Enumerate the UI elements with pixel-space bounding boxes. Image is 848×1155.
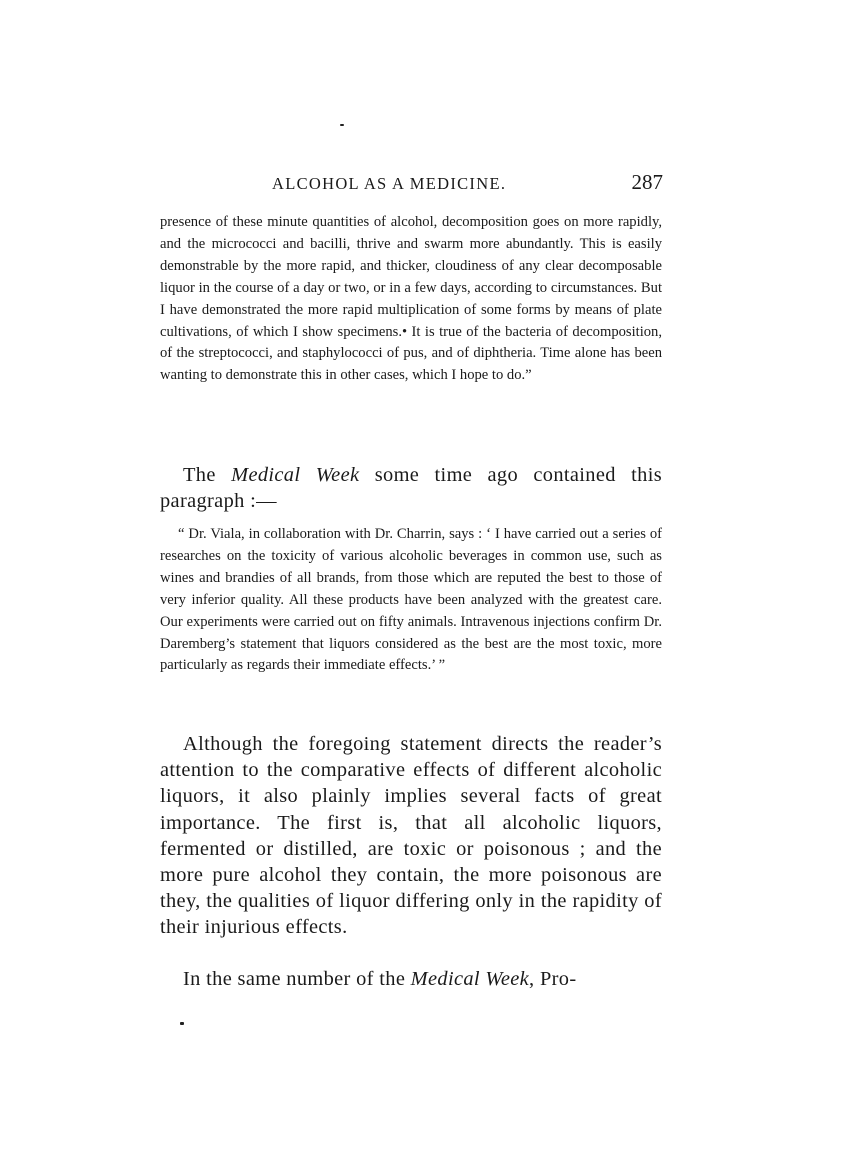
ink-speck	[180, 1022, 184, 1025]
paragraph-text	[160, 462, 662, 514]
publication-title: Medical Week	[410, 968, 530, 990]
block-quote-text: “ Dr. Viala, in collaboration with Dr. Charrin, says : ‘ I have carried out a series of researches on the toxicity of various alcoholic beverages in common use, such as wines and brandies of all brands, from those which are reputed the best to those of very inferior quality. All these products have been analyzed with the greatest care. Our experiments were carried out on fifty animals. Intravenous injections confirm Dr. Daremberg’s statement that liquors considered as the best are the most toxic, more particularly as regards their immediate effects.’ ”	[160, 526, 662, 674]
page-number: 287	[631, 170, 663, 194]
block-quote-viala	[160, 524, 662, 677]
paragraph-text	[160, 966, 662, 992]
quote-continuation-text: presence of these minute quantities of alcohol, decomposition goes on more rapidly, and the micrococci and bacilli, thrive and swarm more abundantly. This is easily demonstrable by the more rapid, and thicker, cloudiness of any clear decomposable liquor in the course of a day or two, or in a few days, according to circumstances. But I have demonstrated the more rapid multiplication of some forms by means of plate cultivations, of which I show specimens.• It is true of the bacteria of decomposition, of the streptococci, and staphylococci of pus, and of diphtheria. Time alone has been wanting to demonstrate this in other cases, which I hope to do.”	[160, 214, 662, 384]
running-head	[160, 170, 663, 200]
ink-speck	[340, 124, 344, 126]
paragraph-foregoing-statement	[160, 731, 662, 941]
text-run: The	[183, 464, 232, 486]
paragraph-same-number	[160, 966, 662, 992]
running-title: ALCOHOL AS A MEDICINE.	[272, 174, 507, 193]
publication-title: Medical Week	[231, 464, 360, 486]
text-run: , Pro-	[529, 968, 577, 990]
text-run: some time ago contained this paragraph :—	[160, 464, 662, 513]
paragraph-text: Although the foregoing statement directs the reader’s attention to the comparative effects of different alcoholic liquors, it also plainly implies several facts of great importance. The first is, that all alcoholic liquors, fermented or distilled, are toxic or poisonous ; and the more pure alcohol they contain, the more poisonous are they, the qualities of liquor differing only in the rapidity of their injurious effects.	[160, 733, 662, 939]
text-run: In the same number of the	[183, 968, 411, 990]
quote-continuation	[160, 212, 662, 387]
paragraph-medical-week-intro	[160, 462, 662, 514]
